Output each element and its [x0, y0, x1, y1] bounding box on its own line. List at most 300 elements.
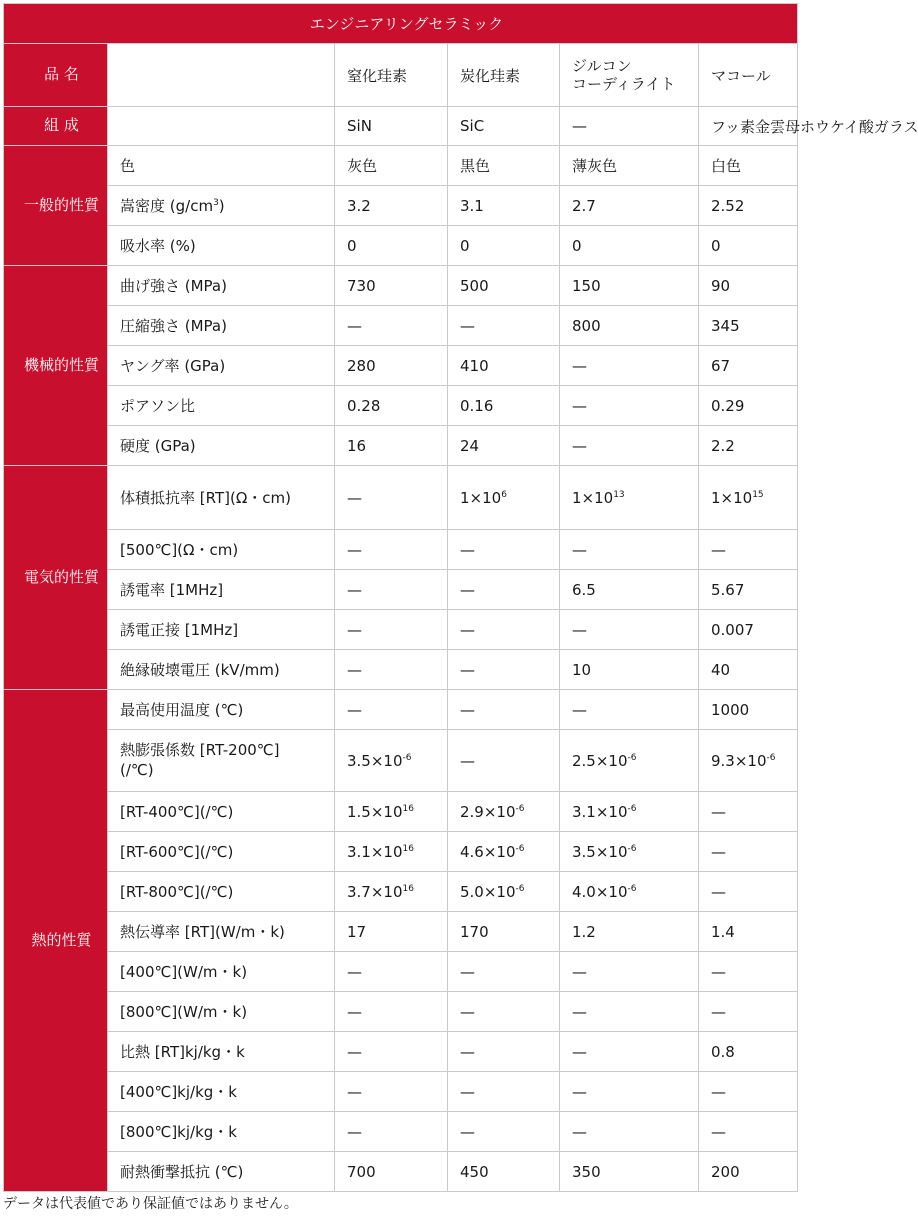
value-exponent: -6: [627, 803, 637, 814]
value-text: 0: [572, 236, 582, 255]
value-text: —: [460, 580, 475, 599]
value-c1: [335, 386, 448, 426]
value-text: 1.4: [711, 922, 735, 941]
table-row: [4, 992, 798, 1032]
value-text: 1×10: [711, 488, 753, 507]
value-text: 0: [460, 236, 470, 255]
value-exponent: -6: [515, 883, 525, 894]
value-text: —: [347, 488, 362, 507]
value-text: 白色: [711, 157, 742, 175]
value-exponent: -6: [515, 803, 525, 814]
value-exponent: -6: [515, 843, 525, 854]
property-label: [108, 426, 335, 466]
property-label: [108, 1112, 335, 1152]
property-label: [108, 386, 335, 426]
table-row: [4, 832, 798, 872]
value-c1: [335, 306, 448, 346]
value-text: —: [460, 1042, 475, 1061]
value-c4: [699, 610, 798, 650]
value-text: 1.5×10: [347, 802, 403, 821]
table-row: [4, 1152, 798, 1192]
value-text: 1.2: [572, 922, 596, 941]
value-c3: [560, 872, 699, 912]
composition-row: [4, 107, 798, 146]
value-text: —: [711, 540, 726, 559]
value-c3: [560, 146, 699, 186]
value-text: —: [711, 1002, 726, 1021]
value-c3: [560, 992, 699, 1032]
table-row: [4, 1112, 798, 1152]
table-row: [4, 690, 798, 730]
property-label: [108, 992, 335, 1032]
value-exponent: 15: [752, 489, 764, 500]
value-exponent: -6: [627, 883, 637, 894]
value-c2: [448, 952, 560, 992]
value-c1: [335, 466, 448, 530]
value-text: 90: [711, 276, 731, 295]
value-text: 170: [460, 922, 489, 941]
value-text: 5.0×10: [460, 882, 516, 901]
value-text: 4.6×10: [460, 842, 516, 861]
value-c4: [699, 650, 798, 690]
property-label: [108, 530, 335, 570]
property-label: [108, 792, 335, 832]
value-text: —: [572, 436, 587, 455]
value-exponent: 16: [402, 883, 414, 894]
value-c1: [335, 1072, 448, 1112]
value-c2: [448, 226, 560, 266]
value-text: 3.5×10: [572, 842, 628, 861]
value-c4: [699, 1152, 798, 1192]
value-c4: [699, 466, 798, 530]
value-c2: [448, 690, 560, 730]
value-c2: [448, 792, 560, 832]
disclaimer-note: データは代表値であり保証値ではありません。: [3, 1196, 298, 1212]
value-c3: [560, 346, 699, 386]
value-c2: [448, 992, 560, 1032]
property-label: [108, 952, 335, 992]
value-c3: [560, 690, 699, 730]
property-label: [108, 1032, 335, 1072]
value-c1: [335, 426, 448, 466]
value-c3: [560, 570, 699, 610]
value-c2: [448, 466, 560, 530]
value-text: 薄灰色: [572, 157, 618, 175]
table-row: [4, 1032, 798, 1072]
value-text: 500: [460, 276, 489, 295]
table-row: [4, 1072, 798, 1112]
header-row: [4, 44, 798, 107]
value-text: —: [711, 1122, 726, 1141]
value-c3: [560, 792, 699, 832]
table-row: [4, 530, 798, 570]
value-text: —: [711, 802, 726, 821]
table-row: [4, 610, 798, 650]
header-blank: [108, 44, 335, 107]
property-label: [108, 466, 335, 530]
value-c1: [335, 792, 448, 832]
value-text: —: [460, 751, 475, 770]
value-c1: [335, 872, 448, 912]
value-c4: [699, 530, 798, 570]
value-text: 3.1: [460, 196, 484, 215]
value-text: 1×10: [460, 488, 502, 507]
property-label: [108, 730, 335, 792]
value-text: 9.3×10: [711, 751, 767, 770]
property-label-exponent: 3: [213, 198, 219, 208]
value-text: 730: [347, 276, 376, 295]
composition-c1: SiN: [335, 107, 448, 146]
table-row: [4, 650, 798, 690]
value-c1: [335, 226, 448, 266]
property-label-text: [800℃]kj/kg・k: [120, 1123, 237, 1141]
value-c2: [448, 146, 560, 186]
property-label-text: 比熱 [RT]kj/kg・k: [120, 1043, 245, 1061]
value-text: —: [347, 1002, 362, 1021]
table-row: [4, 792, 798, 832]
property-label-line1: 熱膨張係数 [RT-200℃]: [120, 741, 280, 759]
category-general: 一般的性質: [4, 146, 108, 266]
value-text: —: [460, 1122, 475, 1141]
value-text: 2.9×10: [460, 802, 516, 821]
table-row: [4, 146, 798, 186]
value-c3: [560, 952, 699, 992]
value-c3: [560, 426, 699, 466]
table-row: [4, 872, 798, 912]
value-c4: [699, 1112, 798, 1152]
value-c2: [448, 872, 560, 912]
value-text: —: [347, 1122, 362, 1141]
value-text: 350: [572, 1162, 601, 1181]
table-row: [4, 186, 798, 226]
value-exponent: -6: [627, 843, 637, 854]
value-text: 17: [347, 922, 367, 941]
value-c1: [335, 1112, 448, 1152]
value-text: —: [711, 962, 726, 981]
value-c3: [560, 1072, 699, 1112]
value-exponent: -6: [627, 752, 637, 763]
value-text: 灰色: [347, 157, 378, 175]
value-text: 10: [572, 660, 592, 679]
value-c3: [560, 1152, 699, 1192]
property-rows: [4, 146, 798, 1192]
value-c1: [335, 1032, 448, 1072]
property-label-text: 曲げ強さ (MPa): [120, 277, 227, 295]
property-label-text: 色: [120, 157, 136, 175]
value-c4: [699, 266, 798, 306]
value-text: 410: [460, 356, 489, 375]
value-text: 5.67: [711, 580, 745, 599]
value-text: —: [572, 1082, 587, 1101]
value-text: 0.28: [347, 396, 381, 415]
property-label: [108, 306, 335, 346]
value-text: 0: [711, 236, 721, 255]
value-text: —: [572, 1042, 587, 1061]
value-c4: [699, 952, 798, 992]
table-row: [4, 466, 798, 530]
value-text: 0.007: [711, 620, 754, 639]
value-exponent: -6: [766, 752, 776, 763]
value-c2: [448, 306, 560, 346]
property-label-text: [RT-600℃](/℃): [120, 842, 234, 861]
value-text: —: [572, 962, 587, 981]
value-text: —: [460, 700, 475, 719]
header-silicon-nitride: 窒化珪素: [335, 44, 448, 107]
value-c3: [560, 530, 699, 570]
value-c4: [699, 386, 798, 426]
property-label-text: [RT-400℃](/℃): [120, 802, 234, 821]
property-label-text: 耐熱衝撃抵抗 (℃): [120, 1163, 244, 1181]
composition-c2: SiC: [448, 107, 560, 146]
value-text: —: [347, 1042, 362, 1061]
value-c4: [699, 792, 798, 832]
category-composition: 組 成: [4, 107, 108, 146]
value-text: —: [347, 660, 362, 679]
value-exponent: 6: [501, 489, 507, 500]
value-text: 3.1×10: [347, 842, 403, 861]
value-text: 800: [572, 316, 601, 335]
value-text: 2.5×10: [572, 751, 628, 770]
value-c1: [335, 952, 448, 992]
property-label: [108, 266, 335, 306]
property-label: [108, 226, 335, 266]
property-label-line2: (/℃): [120, 760, 154, 779]
value-c2: [448, 186, 560, 226]
value-c2: [448, 832, 560, 872]
value-text: 280: [347, 356, 376, 375]
value-exponent: 13: [613, 489, 625, 500]
value-c2: [448, 1152, 560, 1192]
table-row: [4, 570, 798, 610]
value-text: —: [460, 962, 475, 981]
property-label: [108, 1072, 335, 1112]
value-c4: [699, 730, 798, 792]
value-c2: [448, 1032, 560, 1072]
property-label-text: 嵩密度 (g/cm: [120, 197, 214, 215]
ceramics-spec-table: [3, 3, 918, 1192]
value-c1: [335, 530, 448, 570]
value-c2: [448, 426, 560, 466]
value-text: —: [460, 1002, 475, 1021]
value-text: 黒色: [460, 157, 491, 175]
value-c2: [448, 610, 560, 650]
property-label-text: 最高使用温度 (℃): [120, 701, 244, 719]
property-label-text: [800℃](W/m・k): [120, 1003, 248, 1021]
value-text: 6.5: [572, 580, 596, 599]
value-text: —: [572, 1002, 587, 1021]
value-c1: [335, 650, 448, 690]
property-label: [108, 570, 335, 610]
table-row: [4, 912, 798, 952]
value-c1: [335, 1152, 448, 1192]
value-c2: [448, 386, 560, 426]
value-c2: [448, 266, 560, 306]
composition-c3: —: [560, 107, 699, 146]
value-text: 150: [572, 276, 601, 295]
table-title: エンジニアリングセラミック: [4, 4, 798, 44]
header-silicon-carbide: 炭化珪素: [448, 44, 560, 107]
table-row: [4, 426, 798, 466]
value-text: —: [572, 540, 587, 559]
header-zircon-cordierite: [560, 44, 699, 107]
value-c3: [560, 1112, 699, 1152]
property-label: [108, 1152, 335, 1192]
value-c2: [448, 346, 560, 386]
property-label: [108, 610, 335, 650]
header-cordierite: コーディライト: [572, 75, 676, 93]
value-c2: [448, 730, 560, 792]
header-zircon: ジルコン: [572, 57, 632, 75]
value-text: —: [460, 620, 475, 639]
value-text: —: [347, 580, 362, 599]
value-c4: [699, 992, 798, 1032]
value-c3: [560, 306, 699, 346]
value-c1: [335, 730, 448, 792]
category-mechanical: 機械的性質: [4, 266, 108, 466]
value-c3: [560, 266, 699, 306]
table-row: [4, 346, 798, 386]
value-c1: [335, 146, 448, 186]
value-c4: [699, 426, 798, 466]
value-c1: [335, 992, 448, 1032]
property-label-text: 体積抵抗率 [RT](Ω・cm): [120, 489, 291, 507]
value-text: —: [347, 700, 362, 719]
property-label: [108, 650, 335, 690]
value-text: —: [460, 660, 475, 679]
value-text: —: [572, 356, 587, 375]
category-thermal: 熱的性質: [4, 690, 108, 1192]
value-c3: [560, 386, 699, 426]
value-c2: [448, 912, 560, 952]
property-label: [108, 146, 335, 186]
property-label-suffix: ): [218, 197, 225, 215]
property-label-text: 硬度 (GPa): [120, 437, 196, 455]
value-c1: [335, 832, 448, 872]
value-c1: [335, 610, 448, 650]
value-text: 40: [711, 660, 731, 679]
value-c1: [335, 912, 448, 952]
table-row: [4, 952, 798, 992]
value-text: —: [460, 540, 475, 559]
value-c3: [560, 186, 699, 226]
property-label: [108, 346, 335, 386]
value-c4: [699, 872, 798, 912]
value-c1: [335, 266, 448, 306]
value-text: 450: [460, 1162, 489, 1181]
value-text: —: [711, 842, 726, 861]
property-label-text: [400℃](W/m・k): [120, 963, 248, 981]
value-c2: [448, 1072, 560, 1112]
table-row: [4, 306, 798, 346]
value-c4: [699, 690, 798, 730]
property-label-text: 誘電正接 [1MHz]: [120, 621, 239, 639]
property-label-text: [RT-800℃](/℃): [120, 882, 234, 901]
value-text: 2.7: [572, 196, 596, 215]
value-text: 3.7×10: [347, 882, 403, 901]
value-text: 2.2: [711, 436, 735, 455]
property-label-text: [500℃](Ω・cm): [120, 541, 239, 559]
property-label-text: 誘電率 [1MHz]: [120, 581, 224, 599]
value-c1: [335, 186, 448, 226]
property-label: [108, 690, 335, 730]
value-text: 67: [711, 356, 731, 375]
value-c4: [699, 832, 798, 872]
value-c3: [560, 912, 699, 952]
value-c3: [560, 1032, 699, 1072]
value-c1: [335, 346, 448, 386]
value-c4: [699, 1072, 798, 1112]
value-c4: [699, 912, 798, 952]
property-label-text: 熱伝導率 [RT](W/m・k): [120, 923, 285, 941]
composition-blank: [108, 107, 335, 146]
value-text: 3.2: [347, 196, 371, 215]
value-text: 0.29: [711, 396, 745, 415]
title-row: [4, 4, 798, 44]
value-c4: [699, 570, 798, 610]
value-text: 24: [460, 436, 480, 455]
category-electrical: 電気的性質: [4, 466, 108, 690]
value-text: —: [347, 316, 362, 335]
value-text: —: [572, 620, 587, 639]
value-text: —: [460, 1082, 475, 1101]
property-label-text: 吸水率 (%): [120, 237, 196, 255]
value-text: —: [572, 700, 587, 719]
value-text: —: [460, 316, 475, 335]
value-text: —: [572, 1122, 587, 1141]
value-text: 0.16: [460, 396, 494, 415]
value-c3: [560, 650, 699, 690]
value-c4: [699, 306, 798, 346]
table-row: [4, 266, 798, 306]
property-label-text: 絶縁破壊電圧 (kV/mm): [120, 661, 280, 679]
value-exponent: 16: [402, 843, 414, 854]
value-c3: [560, 466, 699, 530]
value-text: —: [347, 620, 362, 639]
value-c3: [560, 730, 699, 792]
table-row: [4, 730, 798, 792]
property-label-text: [400℃]kj/kg・k: [120, 1083, 237, 1101]
table-row: [4, 226, 798, 266]
value-text: 200: [711, 1162, 740, 1181]
value-c3: [560, 226, 699, 266]
value-text: 1000: [711, 700, 750, 719]
composition-c4: フッ素金雲母ホウケイ酸ガラス: [699, 107, 798, 146]
value-c4: [699, 226, 798, 266]
value-text: 1×10: [572, 488, 614, 507]
value-c1: [335, 570, 448, 610]
property-label-text: 圧縮強さ (MPa): [120, 317, 227, 335]
value-c4: [699, 186, 798, 226]
value-text: 16: [347, 436, 367, 455]
value-exponent: 16: [402, 803, 414, 814]
value-c4: [699, 346, 798, 386]
value-text: —: [711, 882, 726, 901]
value-c4: [699, 1032, 798, 1072]
value-text: 0.8: [711, 1042, 735, 1061]
value-text: 700: [347, 1162, 376, 1181]
value-c3: [560, 832, 699, 872]
value-text: —: [347, 962, 362, 981]
value-text: 345: [711, 316, 740, 335]
category-name: 品 名: [4, 44, 108, 107]
value-c2: [448, 530, 560, 570]
value-c2: [448, 650, 560, 690]
value-c2: [448, 570, 560, 610]
value-c3: [560, 610, 699, 650]
value-text: 3.1×10: [572, 802, 628, 821]
value-text: 0: [347, 236, 357, 255]
header-macor: マコール: [699, 44, 798, 107]
